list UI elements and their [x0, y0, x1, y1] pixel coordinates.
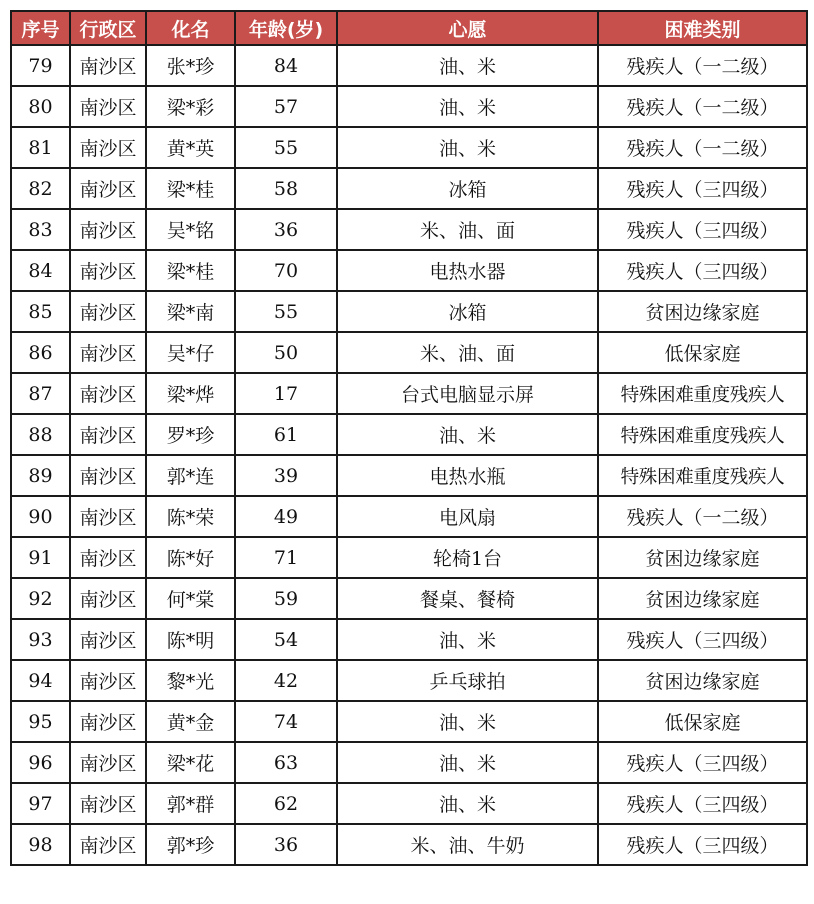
cell-alias: 梁*南: [146, 291, 235, 332]
cell-district: 南沙区: [70, 373, 146, 414]
cell-age: 62: [235, 783, 337, 824]
cell-age: 71: [235, 537, 337, 578]
table-row: [11, 742, 807, 783]
cell-alias: 黄*金: [146, 701, 235, 742]
cell-alias: 郭*珍: [146, 824, 235, 865]
cell-wish: 电热水瓶: [337, 455, 598, 496]
header-alias: 化名: [146, 11, 235, 45]
cell-hardship-category: 贫困边缘家庭: [598, 537, 807, 578]
cell-alias: 黎*光: [146, 660, 235, 701]
table-row: [11, 168, 807, 209]
cell-district: 南沙区: [70, 537, 146, 578]
cell-hardship-category: 残疾人（三四级）: [598, 783, 807, 824]
cell-age: 50: [235, 332, 337, 373]
table-row: [11, 824, 807, 865]
cell-age: 36: [235, 209, 337, 250]
cell-serial-number: 96: [11, 742, 70, 783]
header-age: 年龄(岁): [235, 11, 337, 45]
cell-wish: 米、油、面: [337, 332, 598, 373]
cell-age: 55: [235, 291, 337, 332]
cell-alias: 梁*花: [146, 742, 235, 783]
cell-hardship-category: 特殊困难重度残疾人: [598, 373, 807, 414]
table-row: [11, 455, 807, 496]
cell-wish: 油、米: [337, 783, 598, 824]
wish-list-table: [10, 10, 808, 866]
cell-hardship-category: 低保家庭: [598, 701, 807, 742]
cell-district: 南沙区: [70, 824, 146, 865]
table-row: [11, 537, 807, 578]
cell-hardship-category: 贫困边缘家庭: [598, 578, 807, 619]
cell-wish: 轮椅1台: [337, 537, 598, 578]
cell-serial-number: 91: [11, 537, 70, 578]
cell-alias: 吴*仔: [146, 332, 235, 373]
cell-district: 南沙区: [70, 209, 146, 250]
cell-district: 南沙区: [70, 168, 146, 209]
cell-serial-number: 79: [11, 45, 70, 86]
cell-serial-number: 83: [11, 209, 70, 250]
cell-age: 59: [235, 578, 337, 619]
cell-wish: 冰箱: [337, 168, 598, 209]
cell-serial-number: 81: [11, 127, 70, 168]
cell-district: 南沙区: [70, 455, 146, 496]
cell-age: 84: [235, 45, 337, 86]
cell-district: 南沙区: [70, 45, 146, 86]
cell-age: 61: [235, 414, 337, 455]
cell-serial-number: 82: [11, 168, 70, 209]
cell-district: 南沙区: [70, 86, 146, 127]
cell-district: 南沙区: [70, 578, 146, 619]
cell-serial-number: 94: [11, 660, 70, 701]
cell-wish: 电热水器: [337, 250, 598, 291]
header-district: 行政区: [70, 11, 146, 45]
cell-hardship-category: 残疾人（三四级）: [598, 250, 807, 291]
cell-wish: 油、米: [337, 701, 598, 742]
cell-district: 南沙区: [70, 496, 146, 537]
cell-wish: 台式电脑显示屏: [337, 373, 598, 414]
cell-age: 42: [235, 660, 337, 701]
cell-alias: 陈*好: [146, 537, 235, 578]
cell-alias: 梁*桂: [146, 168, 235, 209]
cell-hardship-category: 残疾人（三四级）: [598, 619, 807, 660]
cell-serial-number: 97: [11, 783, 70, 824]
cell-serial-number: 89: [11, 455, 70, 496]
header-wish: 心愿: [337, 11, 598, 45]
cell-hardship-category: 残疾人（一二级）: [598, 86, 807, 127]
cell-age: 57: [235, 86, 337, 127]
cell-wish: 米、油、面: [337, 209, 598, 250]
table-row: [11, 619, 807, 660]
cell-district: 南沙区: [70, 742, 146, 783]
cell-wish: 油、米: [337, 127, 598, 168]
cell-serial-number: 80: [11, 86, 70, 127]
cell-wish: 油、米: [337, 619, 598, 660]
cell-wish: 油、米: [337, 45, 598, 86]
cell-district: 南沙区: [70, 414, 146, 455]
cell-wish: 油、米: [337, 414, 598, 455]
cell-district: 南沙区: [70, 291, 146, 332]
header-serial-number: 序号: [11, 11, 70, 45]
cell-alias: 郭*连: [146, 455, 235, 496]
cell-wish: 电风扇: [337, 496, 598, 537]
cell-alias: 罗*珍: [146, 414, 235, 455]
cell-alias: 陈*荣: [146, 496, 235, 537]
cell-wish: 乒乓球拍: [337, 660, 598, 701]
cell-wish: 冰箱: [337, 291, 598, 332]
cell-hardship-category: 残疾人（三四级）: [598, 742, 807, 783]
cell-alias: 梁*彩: [146, 86, 235, 127]
cell-wish: 油、米: [337, 86, 598, 127]
cell-district: 南沙区: [70, 701, 146, 742]
cell-serial-number: 98: [11, 824, 70, 865]
table-header: [11, 11, 807, 45]
cell-age: 58: [235, 168, 337, 209]
cell-hardship-category: 残疾人（三四级）: [598, 168, 807, 209]
cell-age: 63: [235, 742, 337, 783]
cell-alias: 黄*英: [146, 127, 235, 168]
cell-hardship-category: 特殊困难重度残疾人: [598, 455, 807, 496]
table-row: [11, 332, 807, 373]
table-row: [11, 291, 807, 332]
cell-age: 36: [235, 824, 337, 865]
cell-age: 39: [235, 455, 337, 496]
cell-age: 54: [235, 619, 337, 660]
cell-alias: 何*棠: [146, 578, 235, 619]
cell-alias: 陈*明: [146, 619, 235, 660]
table-row: [11, 783, 807, 824]
cell-age: 55: [235, 127, 337, 168]
cell-age: 74: [235, 701, 337, 742]
cell-alias: 梁*桂: [146, 250, 235, 291]
cell-hardship-category: 贫困边缘家庭: [598, 291, 807, 332]
table-row: [11, 414, 807, 455]
table-row: [11, 209, 807, 250]
cell-district: 南沙区: [70, 783, 146, 824]
cell-district: 南沙区: [70, 660, 146, 701]
table-row: [11, 578, 807, 619]
cell-wish: 米、油、牛奶: [337, 824, 598, 865]
cell-hardship-category: 特殊困难重度残疾人: [598, 414, 807, 455]
table-body: [11, 45, 807, 865]
cell-alias: 张*珍: [146, 45, 235, 86]
cell-serial-number: 88: [11, 414, 70, 455]
cell-hardship-category: 低保家庭: [598, 332, 807, 373]
cell-serial-number: 93: [11, 619, 70, 660]
cell-district: 南沙区: [70, 250, 146, 291]
cell-serial-number: 92: [11, 578, 70, 619]
cell-serial-number: 86: [11, 332, 70, 373]
cell-serial-number: 87: [11, 373, 70, 414]
cell-alias: 梁*烨: [146, 373, 235, 414]
table-row: [11, 45, 807, 86]
cell-serial-number: 84: [11, 250, 70, 291]
cell-wish: 油、米: [337, 742, 598, 783]
cell-age: 17: [235, 373, 337, 414]
cell-alias: 郭*群: [146, 783, 235, 824]
cell-district: 南沙区: [70, 127, 146, 168]
header-row: [11, 11, 807, 45]
cell-age: 70: [235, 250, 337, 291]
cell-serial-number: 95: [11, 701, 70, 742]
cell-age: 49: [235, 496, 337, 537]
cell-wish: 餐桌、餐椅: [337, 578, 598, 619]
table-row: [11, 701, 807, 742]
cell-hardship-category: 残疾人（一二级）: [598, 45, 807, 86]
cell-hardship-category: 残疾人（一二级）: [598, 127, 807, 168]
table-row: [11, 373, 807, 414]
header-hardship-category: 困难类别: [598, 11, 807, 45]
cell-alias: 吴*铭: [146, 209, 235, 250]
cell-serial-number: 90: [11, 496, 70, 537]
table-row: [11, 127, 807, 168]
cell-district: 南沙区: [70, 332, 146, 373]
cell-hardship-category: 残疾人（三四级）: [598, 824, 807, 865]
table-row: [11, 660, 807, 701]
cell-hardship-category: 残疾人（三四级）: [598, 209, 807, 250]
table-row: [11, 250, 807, 291]
cell-hardship-category: 残疾人（一二级）: [598, 496, 807, 537]
cell-hardship-category: 贫困边缘家庭: [598, 660, 807, 701]
table-row: [11, 86, 807, 127]
cell-district: 南沙区: [70, 619, 146, 660]
table-row: [11, 496, 807, 537]
cell-serial-number: 85: [11, 291, 70, 332]
